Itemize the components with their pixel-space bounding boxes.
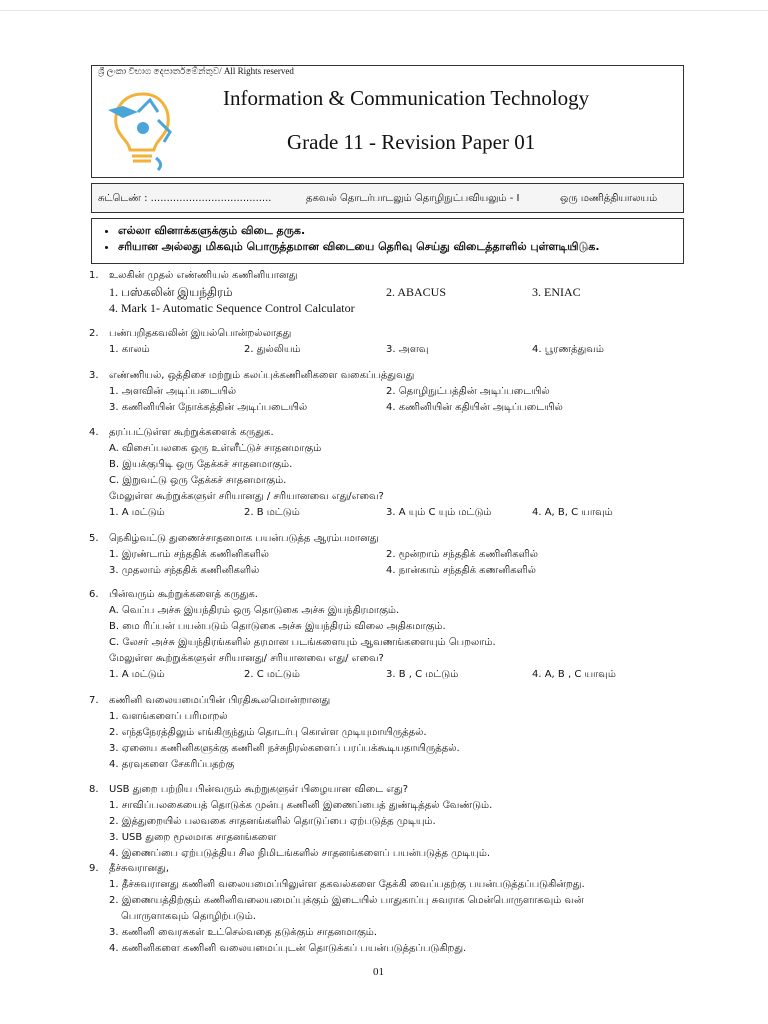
option-1: 1. வளங்களைப் பரிமாறல் [109,711,228,722]
option-4: 4. நான்காம் சந்ததிக் கணனிகளில் [386,565,536,576]
page-number: 01 [373,966,384,978]
question-stem: தீச்சுவரானது, [109,863,170,874]
option-4: 4. A, B, C யாவும் [532,507,613,518]
question-number: 5. [89,533,99,544]
question-stem: நெகிழ்வட்டு துணைச்சாதனமாக பயன்படுத்த ஆரம்பமானது [109,533,379,544]
option-2: 2. எந்தநேரத்திலும் எங்கிருந்தும் தொடர்பு கொள்ள முடியுமாயிருத்தல். [109,727,427,738]
option-3: 3. A யும் C யும் மட்டும் [386,507,492,518]
option-4: 4. A, B , C யாவும் [532,669,616,680]
question-number: 7. [89,695,99,706]
question-number: 9. [89,863,99,874]
question-stem: பண்பறிதகவலின் இயல்பொன்றல்லாதது [109,328,292,339]
option-1: 1. காலம் [109,344,150,355]
option-2: 2. B மட்டும் [244,507,300,518]
index-number-field: சுட்டெண் : ...................................... [98,193,272,204]
question-number: 1. [89,270,99,281]
question-stem: கணினி வலையமைப்பின் பிரதிகூலமொன்றானது [109,695,331,706]
question-stem: எண்ணியல், ஒத்திசை மற்றும் கலப்புக்கணினிகளை வகைப்பத்துவது [109,370,415,381]
question-stem: உலகின் முதல் எண்ணியல் கணினியானது [109,270,298,281]
option-1: 1. தீச்சுவரானது கணினி வலையமைப்பிலுள்ள தகவல்களை தேக்கி வைப்பதற்கு பயன்படுத்தப்படுகின்றது. [109,879,585,890]
option-2: 2. இத்துறையில் பலவகை சாதனங்களில் தொடுப்பை ஏற்படுத்த முடியும். [109,816,436,827]
option-3: 3. B , C மட்டும் [386,669,459,680]
rights-notice: ශ්‍රී ලංකා විභාග දෙපාර්තමේන්තුව/ All Rights reserved [98,66,294,76]
question-number: 4. [89,427,99,438]
instruction-item: • எல்லா வினாக்களுக்கும் விடை தருக. [118,223,675,239]
question-ask: மேலுள்ள கூற்றுக்களுள் சரியானது / சரியானவை எது/எவை? [109,491,384,502]
option-1: 1. அளவின் அடிப்படையில் [109,386,237,397]
option-1: 1. பஸ்கலின் இயந்திரம் [109,285,233,299]
option-3: 3. கணினியின் நோக்கத்தின் அடிப்படையில் [109,402,308,413]
option-4: 4. இணைப்பை ஏற்படுத்திய சில நிமிடங்களில் சாதனங்களைப் பயன்படுத்த முடியும். [109,848,491,859]
duration-label: ஒரு மணித்தியாலயம் [560,193,658,204]
subject-label: தகவல் தொடர்பாடலும் தொழிநுட்பவியலும் - I [306,193,520,204]
option-4: 4. Mark 1- Automatic Sequence Control Calculator [109,301,355,315]
option-1: 1. இரண்டாம் சந்ததிக் கணினிகளில் [109,549,269,560]
question-stem: தரப்பட்டுள்ள கூற்றுக்களைக் கருதுக. [109,427,274,438]
option-2: 2. மூன்றாம் சந்ததிக் கணினிகளில் [386,549,538,560]
option-3: 3. கணினி வைரசுகள் உட்செல்வதை தடுக்கும் சாதனமாகும். [109,927,378,938]
question-number: 8. [89,784,99,795]
option-1: 1. சாவிப்பலகையைத் தொடுக்க முன்பு கணினி இணைப்பைத் துண்டித்தல் வேண்டும். [109,800,493,811]
instructions-box [91,218,684,264]
question-ask: மேலுள்ள கூற்றுக்களுள் சரியானது/ சரியானவை எது/ எவை? [109,653,384,664]
option-2: 2. தொழிநுட்பத்தின் அடிப்படையில் [386,386,550,397]
option-4: 4. பூரணத்துவம் [532,344,604,355]
statement-c: C. லேசர் அச்சு இயந்திரங்களில் தரமான படங்களையும் ஆவணங்களையும் பெறலாம். [109,637,496,648]
instruction-item: • சரியான அல்லது மிகவும் பொருத்தமான விடையை தெரிவு செய்து விடைத்தாளில் புள்ளடியிடுக. [118,239,675,255]
statement-b: B. மை ரிப்பன் பயன்படும் தொடுகை அச்சு இயந்திரம் விலை அதிகமாகும். [109,621,446,632]
question-stem: USB துறை பற்றிய பின்வரும் கூற்றுகளுள் பிழையான விடை எது? [109,784,409,795]
document-subtitle: Grade 11 - Revision Paper 01 [287,130,536,154]
option-3: 3. USB துறை மூலமாக சாதனங்களை [109,832,277,843]
question-stem: பின்வரும் கூற்றுக்களைத் கருதுக. [109,589,258,600]
option-2: 2. C மட்டும் [244,669,300,680]
top-rule [0,10,768,11]
option-2: 2. துல்லியம் [244,344,301,355]
question-number: 2. [89,328,99,339]
option-2-continued: பொருளாகவும் தொழிற்படும். [121,911,256,922]
option-2: 2. இணையத்திற்கும் கணினிவலையமைப்புக்கும் இடையில் பாதுகாப்பு சுவராக மென்பொருளாகவும் வன் [109,895,584,906]
option-3: 3. ENIAC [532,285,581,299]
option-3: 3. ஏனைய கணினிகளுக்கு கணினி நச்சுநிரல்களைப் பரப்பக்கூடியதாயிருத்தல். [109,743,460,754]
meta-box [91,183,684,213]
option-4: 4. கணினிகளை கணினி வலையமைப்புடன் தொடுக்கப் பயன்படுத்தப்படுகிறது. [109,943,467,954]
option-2: 2. ABACUS [386,285,447,299]
document-title: Information & Communication Technology [223,86,590,110]
option-1: 1. A மட்டும் [109,507,165,518]
option-3: 3. அளவு [386,344,429,355]
option-1: 1. A மட்டும் [109,669,165,680]
option-4: 4. தரவுகளை சேகரிப்பதற்கு [109,759,235,770]
statement-a: A. விசைப்பலகை ஒரு உள்ளீட்டுச் சாதனமாகும் [109,443,322,454]
question-number: 3. [89,370,99,381]
question-number: 6. [89,589,99,600]
statement-a: A. வெப்ப அச்சு இயந்திரம் ஒரு தொடுகை அச்சு இயந்திரமாகும். [109,605,400,616]
header-box [91,65,684,178]
lightbulb-logo-icon [98,80,188,172]
statement-b: B. இயக்குபிடி ஒரு தேக்கச் சாதனமாகும். [109,459,293,470]
option-4: 4. கணினியின் கதியின் அடிப்படையில் [386,402,563,413]
option-3: 3. முதலாம் சந்ததிக் கணினிகளில் [109,565,260,576]
statement-c: C. இறுவட்டு ஒரு தேக்கச் சாதனமாகும். [109,475,287,486]
